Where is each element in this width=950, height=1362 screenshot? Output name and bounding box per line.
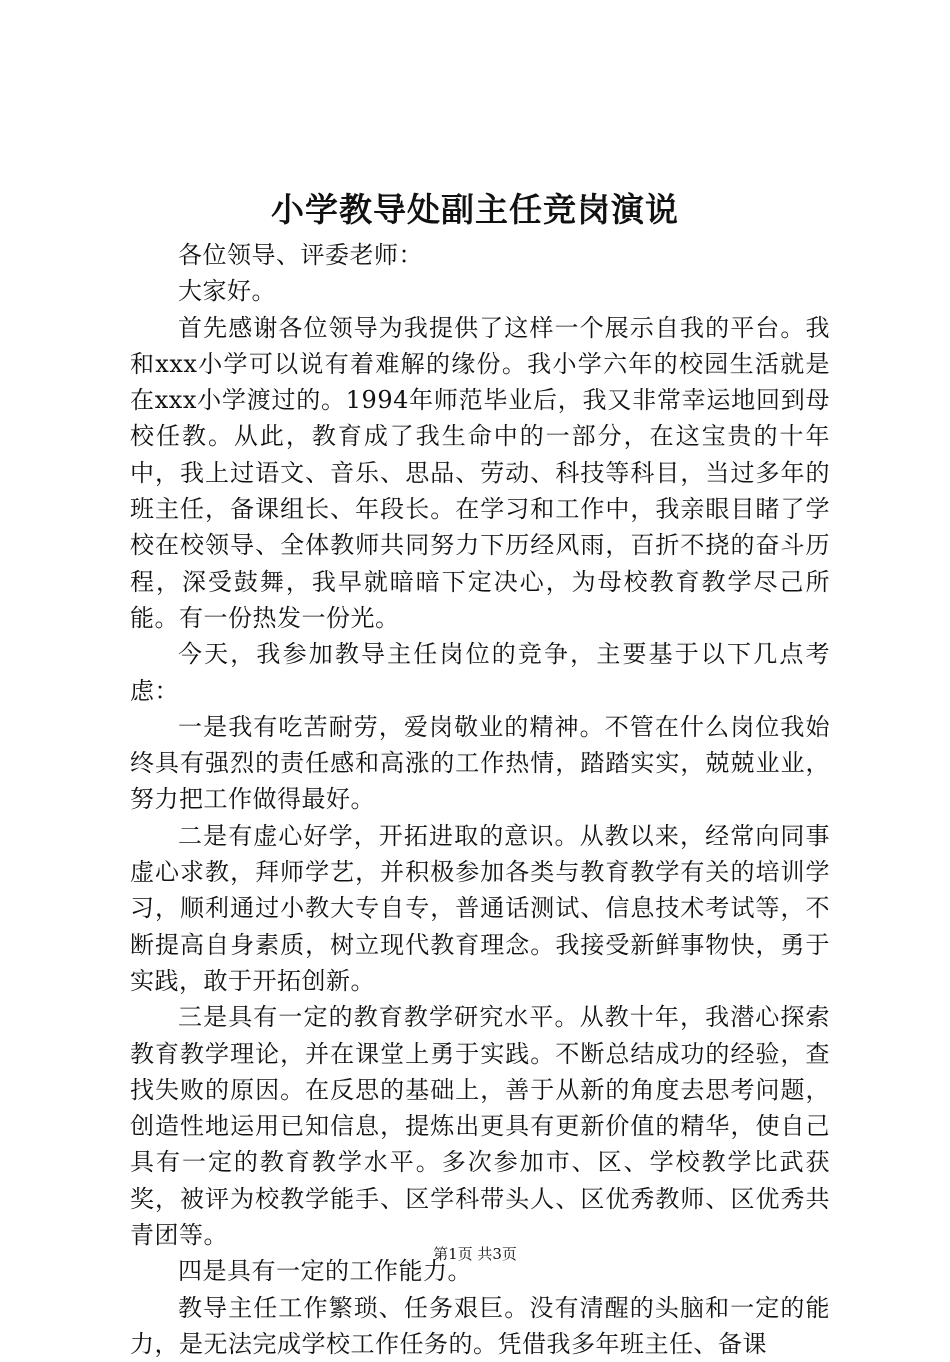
paragraph-work-duties: 教导主任工作繁琐、任务艰巨。没有清醒的头脑和一定的能力，是无法完成学校工作任务的。凭借我多年班主任、备课 [130,1293,830,1358]
paragraph-salutation: 各位领导、评委老师： [178,241,423,269]
paragraph-introduction: 首先感谢各位领导为我提供了这样一个展示自我的平台。我和xxx小学可以说有着难解的缘份。我小学六年的校园生活就是在xxx小学渡过的。1994年师范毕业后，我又非常幸运地回到母校任教。从此，教育成了我生命中的一部分，在这宝贵的十年中，我上过语文、音乐、思品、劳动、科技等科目，当过多年的班主任，备课组长、年段长。在学习和工作中，我亲眼目睹了学校在校领导、全体教师共同努力下历经风雨，百折不挠的奋斗历程，深受鼓舞，我早就暗暗下定决心，为母校教育教学尽己所能。有一份热发一份光。 [130,313,830,632]
paragraph-reason-three: 三是具有一定的教育教学研究水平。从教十年，我潜心探索教育教学理论，并在课堂上勇于实践。不断总结成功的经验，查找失败的原因。在反思的基础上，善于从新的角度去思考问题，创造性地运用已知信息，提炼出更具有更新价值的精华，使自己具有一定的教育教学水平。多次参加市、区、学校教学比武获奖，被评为校教学能手、区学科带头人、区优秀教师、区优秀共青团等。 [130,1003,830,1250]
paragraph-reason-two: 二是有虚心好学，开拓进取的意识。从教以来，经常向同事虚心求教，拜师学艺，并积极参加各类与教育教学有关的培训学习，顺利通过小教大专自专，普通话测试、信息技术考试等，不断提高自身素质，树立现代教育理念。我接受新鲜事物快，勇于实践，敢于开拓创新。 [130,821,830,995]
page-number: 第1页 共3页 [433,1245,517,1263]
document-body [130,237,830,1362]
paragraph-greeting: 大家好。 [178,277,276,306]
paragraph-reason-one: 一是我有吃苦耐劳，爱岗敬业的精神。不管在什么岗位我始终具有强烈的责任感和高涨的工作热情，踏踏实实，兢兢业业，努力把工作做得最好。 [130,712,830,814]
document-title: 小学教导处副主任竞岗演说 [271,190,679,229]
paragraph-reasons-intro: 今天，我参加教导主任岗位的竞争，主要基于以下几点考虑： [130,640,830,705]
paragraph-reason-four: 四是具有一定的工作能力。 [178,1257,472,1286]
